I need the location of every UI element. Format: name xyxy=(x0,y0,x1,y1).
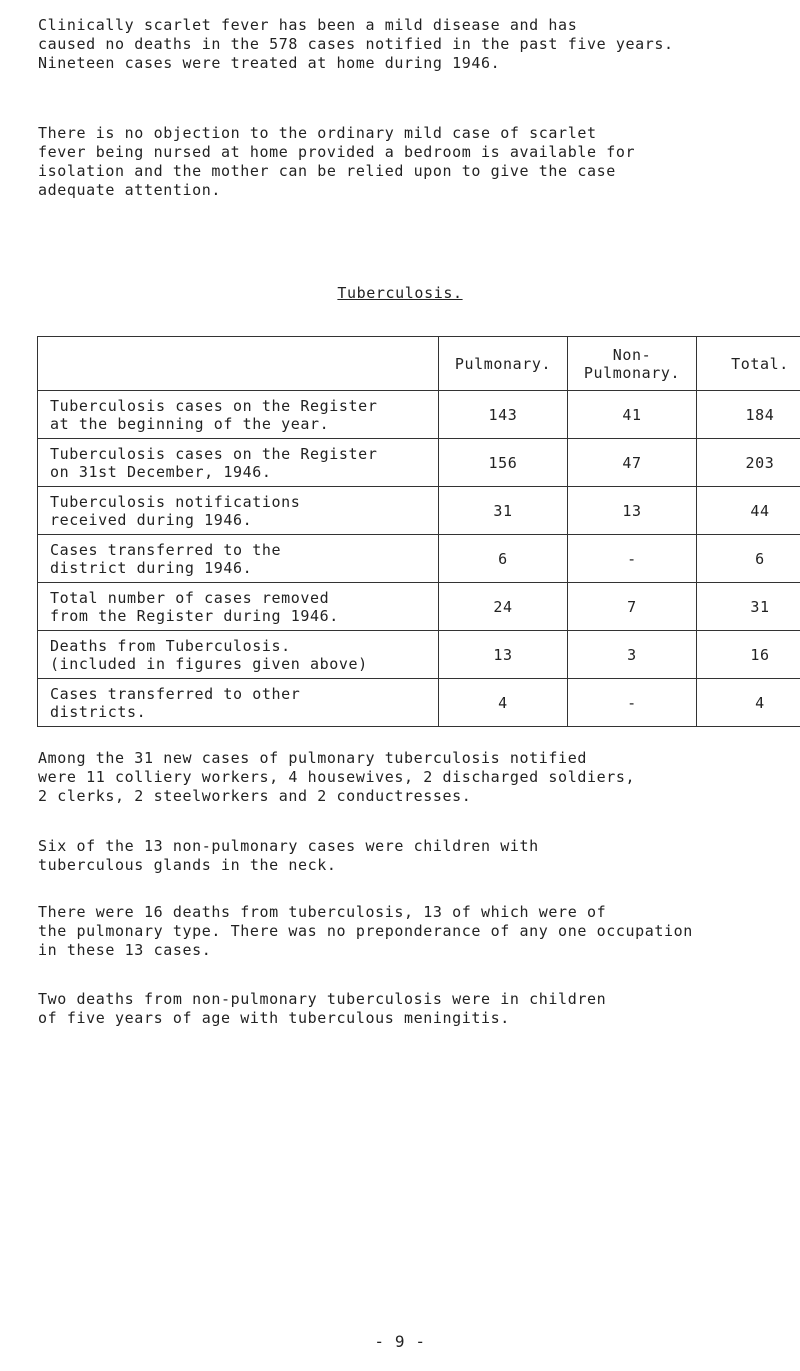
row-pulmonary: 143 xyxy=(439,391,568,439)
table-row xyxy=(38,535,800,583)
row-non-pulmonary: 47 xyxy=(568,439,697,487)
row-total: 31 xyxy=(697,583,800,631)
header-total: Total. xyxy=(697,337,800,391)
row-total: 44 xyxy=(697,487,800,535)
row-pulmonary: 24 xyxy=(439,583,568,631)
header-blank xyxy=(38,337,439,391)
row-pulmonary: 13 xyxy=(439,631,568,679)
row-label: Total number of cases removed from the Register during 1946. xyxy=(38,583,439,631)
table-row xyxy=(38,583,800,631)
row-total: 16 xyxy=(697,631,800,679)
notes-paragraph-1: Among the 31 new cases of pulmonary tuberculosis notified were 11 colliery workers, 4 housewives, 2 discharged soldiers, 2 clerks, 2 steelworkers and 2 conductresses. xyxy=(38,749,636,805)
table-row xyxy=(38,487,800,535)
row-non-pulmonary: - xyxy=(568,535,697,583)
row-label: Tuberculosis notifications received during 1946. xyxy=(38,487,439,535)
row-non-pulmonary: - xyxy=(568,679,697,727)
row-pulmonary: 31 xyxy=(439,487,568,535)
row-non-pulmonary: 13 xyxy=(568,487,697,535)
row-label: Cases transferred to other districts. xyxy=(38,679,439,727)
intro-paragraph-2: There is no objection to the ordinary mild case of scarlet fever being nursed at home provided a bedroom is available for isolation and the mother can be relied upon to give the case adequate attention. xyxy=(38,124,636,199)
section-title xyxy=(0,284,800,302)
notes-paragraph-4: Two deaths from non-pulmonary tuberculosis were in children of five years of age with tuberculous meningitis. xyxy=(38,990,607,1027)
row-label: Tuberculosis cases on the Register at the beginning of the year. xyxy=(38,391,439,439)
row-total: 4 xyxy=(697,679,800,727)
row-label: Tuberculosis cases on the Register on 31st December, 1946. xyxy=(38,439,439,487)
header-pulmonary: Pulmonary. xyxy=(439,337,568,391)
tuberculosis-table xyxy=(37,336,800,727)
row-non-pulmonary: 3 xyxy=(568,631,697,679)
row-pulmonary: 156 xyxy=(439,439,568,487)
intro-paragraph-1: Clinically scarlet fever has been a mild disease and has caused no deaths in the 578 cases notified in the past five years. Nineteen cases were treated at home during 1946. xyxy=(38,16,674,72)
table-row xyxy=(38,391,800,439)
row-total: 203 xyxy=(697,439,800,487)
row-pulmonary: 4 xyxy=(439,679,568,727)
header-non-pulmonary: Non- Pulmonary. xyxy=(568,337,697,391)
row-non-pulmonary: 7 xyxy=(568,583,697,631)
notes-paragraph-2: Six of the 13 non-pulmonary cases were children with tuberculous glands in the neck. xyxy=(38,837,539,874)
row-total: 6 xyxy=(697,535,800,583)
table-header-row xyxy=(38,337,800,391)
table-row xyxy=(38,679,800,727)
row-non-pulmonary: 41 xyxy=(568,391,697,439)
page-number: - 9 - xyxy=(374,1332,426,1351)
row-label: Deaths from Tuberculosis. (included in figures given above) xyxy=(38,631,439,679)
table-row xyxy=(38,439,800,487)
row-total: 184 xyxy=(697,391,800,439)
notes-paragraph-3: There were 16 deaths from tuberculosis, 13 of which were of the pulmonary type. There was no preponderance of any one occupation in these 13 cases. xyxy=(38,903,693,959)
section-title-text: Tuberculosis. xyxy=(337,284,463,302)
table-row xyxy=(38,631,800,679)
row-pulmonary: 6 xyxy=(439,535,568,583)
row-label: Cases transferred to the district during 1946. xyxy=(38,535,439,583)
